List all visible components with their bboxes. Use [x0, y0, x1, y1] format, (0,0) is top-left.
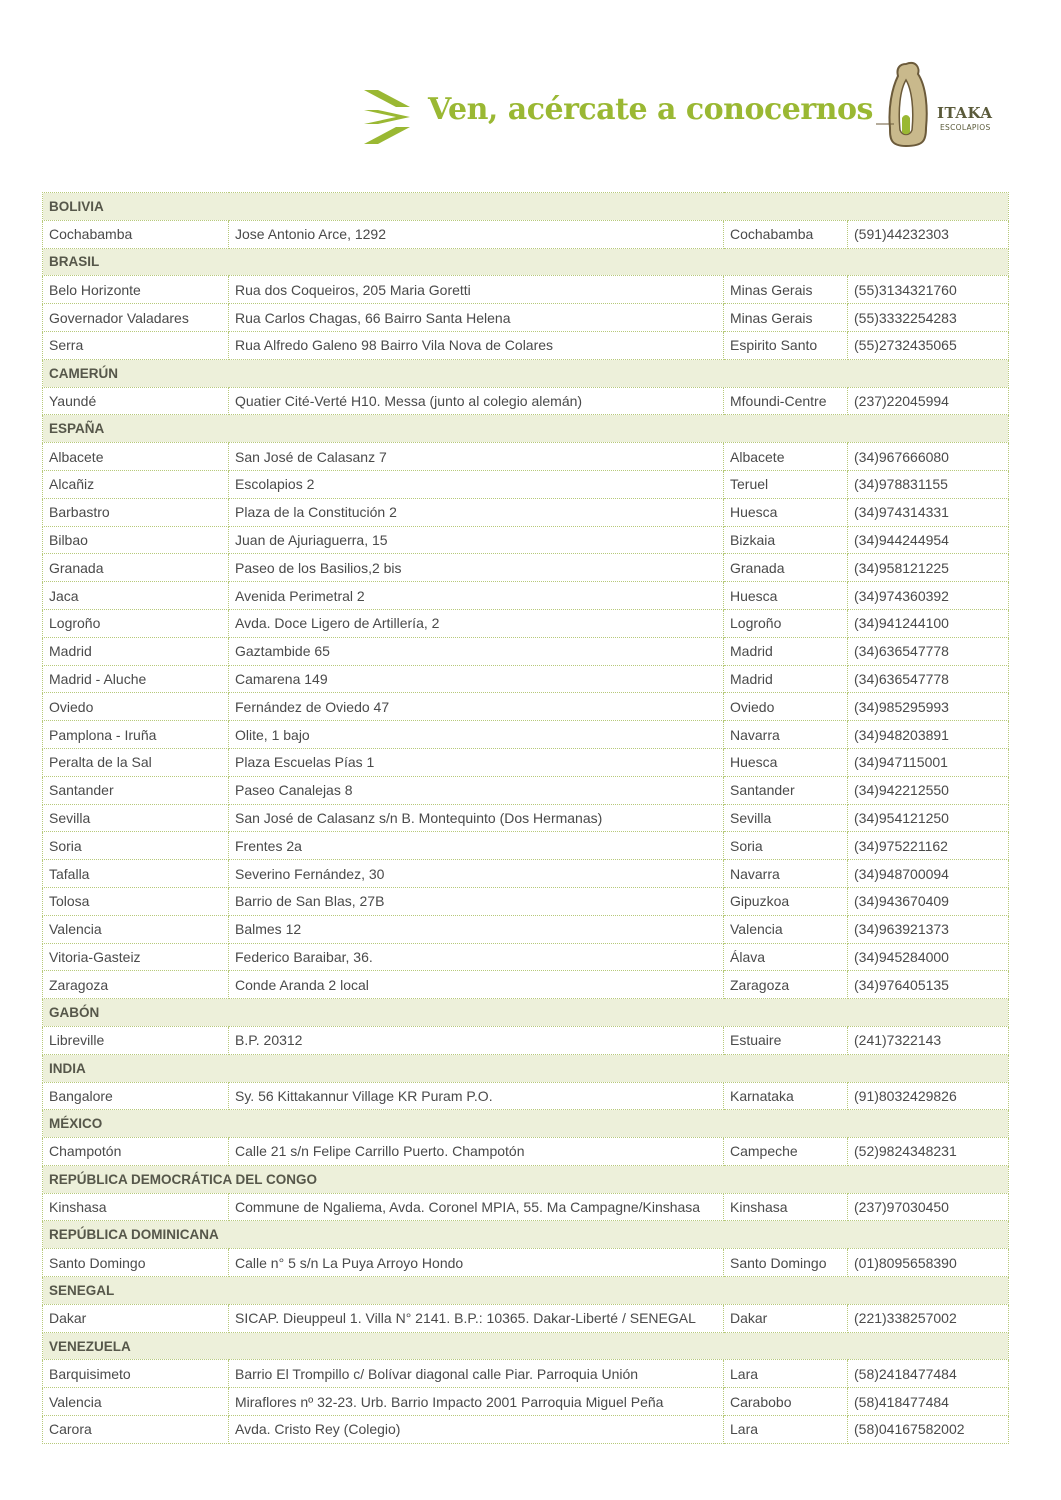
city-cell: Jaca: [43, 582, 229, 610]
region-cell: Kinshasa: [724, 1193, 848, 1221]
country-header-row: [43, 1221, 1009, 1249]
phone-cell: (237)97030450: [848, 1193, 1009, 1221]
phone-cell: (52)9824348231: [848, 1138, 1009, 1166]
region-cell: Santander: [724, 776, 848, 804]
phone-cell: (34)636547778: [848, 665, 1009, 693]
country-header-row: [43, 248, 1009, 276]
address-cell: Calle 21 s/n Felipe Carrillo Puerto. Champotón: [229, 1138, 724, 1166]
region-cell: Bizkaia: [724, 526, 848, 554]
table-row: [43, 443, 1009, 471]
address-cell: San José de Calasanz 7: [229, 443, 724, 471]
contact-table: [42, 192, 1009, 1444]
phone-cell: (34)948700094: [848, 860, 1009, 888]
city-cell: Sevilla: [43, 804, 229, 832]
region-cell: Dakar: [724, 1304, 848, 1332]
city-cell: Santo Domingo: [43, 1249, 229, 1277]
phone-cell: (34)974314331: [848, 498, 1009, 526]
table-row: [43, 1304, 1009, 1332]
city-cell: Valencia: [43, 915, 229, 943]
region-cell: Espirito Santo: [724, 331, 848, 359]
address-cell: SICAP. Dieuppeul 1. Villa N° 2141. B.P.: 10365. Dakar-Liberté / SENEGAL: [229, 1304, 724, 1332]
table-row: [43, 860, 1009, 888]
region-cell: Teruel: [724, 470, 848, 498]
address-cell: Jose Antonio Arce, 1292: [229, 220, 724, 248]
city-cell: Alcañiz: [43, 470, 229, 498]
table-row: [43, 1388, 1009, 1416]
address-cell: Avda. Cristo Rey (Colegio): [229, 1416, 724, 1444]
table-row: [43, 304, 1009, 332]
table-row: [43, 387, 1009, 415]
city-cell: Logroño: [43, 609, 229, 637]
region-cell: Lara: [724, 1360, 848, 1388]
address-cell: Rua dos Coqueiros, 205 Maria Goretti: [229, 276, 724, 304]
region-cell: Lara: [724, 1416, 848, 1444]
region-cell: Soria: [724, 832, 848, 860]
table-row: [43, 276, 1009, 304]
phone-cell: (34)978831155: [848, 470, 1009, 498]
table-row: [43, 526, 1009, 554]
address-cell: Quatier Cité-Verté H10. Messa (junto al colegio alemán): [229, 387, 724, 415]
address-cell: Rua Carlos Chagas, 66 Bairro Santa Helena: [229, 304, 724, 332]
city-cell: Dakar: [43, 1304, 229, 1332]
region-cell: Campeche: [724, 1138, 848, 1166]
phone-cell: (237)22045994: [848, 387, 1009, 415]
table-row: [43, 943, 1009, 971]
table-row: [43, 1138, 1009, 1166]
country-header-row: [43, 1332, 1009, 1360]
country-header-row: [43, 999, 1009, 1027]
table-row: [43, 1026, 1009, 1054]
city-cell: Valencia: [43, 1388, 229, 1416]
phone-cell: (34)636547778: [848, 637, 1009, 665]
city-cell: Governador Valadares: [43, 304, 229, 332]
phone-cell: (34)942212550: [848, 776, 1009, 804]
table-row: [43, 1193, 1009, 1221]
address-cell: Olite, 1 bajo: [229, 721, 724, 749]
logo-subtitle: ESCOLAPIOS: [940, 123, 991, 132]
city-cell: Yaundé: [43, 387, 229, 415]
table-row: [43, 1249, 1009, 1277]
logo-wordmark: ITAKA: [937, 104, 993, 122]
address-cell: Barrio de San Blas, 27B: [229, 887, 724, 915]
address-cell: Calle n° 5 s/n La Puya Arroyo Hondo: [229, 1249, 724, 1277]
region-cell: Mfoundi-Centre: [724, 387, 848, 415]
table-row: [43, 331, 1009, 359]
address-cell: Barrio El Trompillo c/ Bolívar diagonal calle Piar. Parroquia Unión: [229, 1360, 724, 1388]
table-row: [43, 665, 1009, 693]
phone-cell: (58)2418477484: [848, 1360, 1009, 1388]
city-cell: Bilbao: [43, 526, 229, 554]
chevron-arrows-icon: [364, 90, 414, 144]
table-row: [43, 971, 1009, 999]
city-cell: Soria: [43, 832, 229, 860]
region-cell: Granada: [724, 554, 848, 582]
address-cell: San José de Calasanz s/n B. Montequinto (Dos Hermanas): [229, 804, 724, 832]
country-header-row: [43, 1110, 1009, 1138]
city-cell: Albacete: [43, 443, 229, 471]
phone-cell: (34)943670409: [848, 887, 1009, 915]
address-cell: B.P. 20312: [229, 1026, 724, 1054]
region-cell: Navarra: [724, 860, 848, 888]
country-name: REPÚBLICA DEMOCRÁTICA DEL CONGO: [43, 1165, 1009, 1193]
country-name: BOLIVIA: [43, 193, 1009, 221]
table-row: [43, 1416, 1009, 1444]
phone-cell: (34)963921373: [848, 915, 1009, 943]
address-cell: Paseo Canalejas 8: [229, 776, 724, 804]
phone-cell: (34)958121225: [848, 554, 1009, 582]
phone-cell: (55)2732435065: [848, 331, 1009, 359]
table-row: [43, 693, 1009, 721]
city-cell: Bangalore: [43, 1082, 229, 1110]
region-cell: Minas Gerais: [724, 304, 848, 332]
city-cell: Peralta de la Sal: [43, 748, 229, 776]
country-name: GABÓN: [43, 999, 1009, 1027]
phone-cell: (58)04167582002: [848, 1416, 1009, 1444]
address-cell: Commune de Ngaliema, Avda. Coronel MPIA, 55. Ma Campagne/Kinshasa: [229, 1193, 724, 1221]
address-cell: Escolapios 2: [229, 470, 724, 498]
address-cell: Severino Fernández, 30: [229, 860, 724, 888]
phone-cell: (34)985295993: [848, 693, 1009, 721]
country-name: SENEGAL: [43, 1277, 1009, 1305]
country-header-row: [43, 1054, 1009, 1082]
region-cell: Estuaire: [724, 1026, 848, 1054]
region-cell: Minas Gerais: [724, 276, 848, 304]
country-header-row: [43, 415, 1009, 443]
address-cell: Federico Baraibar, 36.: [229, 943, 724, 971]
country-header-row: [43, 359, 1009, 387]
phone-cell: (34)975221162: [848, 832, 1009, 860]
city-cell: Tafalla: [43, 860, 229, 888]
contact-table-container: [42, 192, 1008, 1444]
address-cell: Frentes 2a: [229, 832, 724, 860]
city-cell: Vitoria-Gasteiz: [43, 943, 229, 971]
region-cell: Oviedo: [724, 693, 848, 721]
city-cell: Santander: [43, 776, 229, 804]
city-cell: Madrid - Aluche: [43, 665, 229, 693]
table-row: [43, 832, 1009, 860]
country-name: BRASIL: [43, 248, 1009, 276]
region-cell: Navarra: [724, 721, 848, 749]
city-cell: Cochabamba: [43, 220, 229, 248]
phone-cell: (01)8095658390: [848, 1249, 1009, 1277]
table-row: [43, 1360, 1009, 1388]
region-cell: Huesca: [724, 498, 848, 526]
region-cell: Logroño: [724, 609, 848, 637]
phone-cell: (34)974360392: [848, 582, 1009, 610]
city-cell: Libreville: [43, 1026, 229, 1054]
city-cell: Serra: [43, 331, 229, 359]
city-cell: Belo Horizonte: [43, 276, 229, 304]
address-cell: Fernández de Oviedo 47: [229, 693, 724, 721]
region-cell: Carabobo: [724, 1388, 848, 1416]
phone-cell: (591)44232303: [848, 220, 1009, 248]
city-cell: Barquisimeto: [43, 1360, 229, 1388]
country-name: MÉXICO: [43, 1110, 1009, 1138]
region-cell: Cochabamba: [724, 220, 848, 248]
phone-cell: (55)3332254283: [848, 304, 1009, 332]
city-cell: Tolosa: [43, 887, 229, 915]
city-cell: Pamplona - Iruña: [43, 721, 229, 749]
region-cell: Albacete: [724, 443, 848, 471]
table-row: [43, 776, 1009, 804]
country-name: CAMERÚN: [43, 359, 1009, 387]
phone-cell: (241)7322143: [848, 1026, 1009, 1054]
country-name: INDIA: [43, 1054, 1009, 1082]
table-row: [43, 887, 1009, 915]
table-row: [43, 748, 1009, 776]
region-cell: Sevilla: [724, 804, 848, 832]
address-cell: Juan de Ajuriaguerra, 15: [229, 526, 724, 554]
country-name: REPÚBLICA DOMINICANA: [43, 1221, 1009, 1249]
city-cell: Madrid: [43, 637, 229, 665]
address-cell: Rua Alfredo Galeno 98 Bairro Vila Nova de Colares: [229, 331, 724, 359]
city-cell: Kinshasa: [43, 1193, 229, 1221]
table-row: [43, 721, 1009, 749]
region-cell: Karnataka: [724, 1082, 848, 1110]
table-row: [43, 637, 1009, 665]
address-cell: Plaza de la Constitución 2: [229, 498, 724, 526]
page-title: Ven, acércate a conocernos: [428, 92, 873, 127]
phone-cell: (34)945284000: [848, 943, 1009, 971]
table-row: [43, 804, 1009, 832]
phone-cell: (34)948203891: [848, 721, 1009, 749]
phone-cell: (34)947115001: [848, 748, 1009, 776]
region-cell: Valencia: [724, 915, 848, 943]
phone-cell: (34)941244100: [848, 609, 1009, 637]
address-cell: Conde Aranda 2 local: [229, 971, 724, 999]
address-cell: Avenida Perimetral 2: [229, 582, 724, 610]
region-cell: Huesca: [724, 748, 848, 776]
table-row: [43, 582, 1009, 610]
city-cell: Granada: [43, 554, 229, 582]
phone-cell: (34)944244954: [848, 526, 1009, 554]
region-cell: Madrid: [724, 665, 848, 693]
phone-cell: (34)976405135: [848, 971, 1009, 999]
phone-cell: (34)954121250: [848, 804, 1009, 832]
address-cell: Plaza Escuelas Pías 1: [229, 748, 724, 776]
country-header-row: [43, 1277, 1009, 1305]
city-cell: Carora: [43, 1416, 229, 1444]
phone-cell: (55)3134321760: [848, 276, 1009, 304]
address-cell: Sy. 56 Kittakannur Village KR Puram P.O.: [229, 1082, 724, 1110]
country-name: ESPAÑA: [43, 415, 1009, 443]
address-cell: Paseo de los Basilios,2 bis: [229, 554, 724, 582]
country-name: VENEZUELA: [43, 1332, 1009, 1360]
phone-cell: (91)8032429826: [848, 1082, 1009, 1110]
phone-cell: (221)338257002: [848, 1304, 1009, 1332]
table-row: [43, 470, 1009, 498]
region-cell: Zaragoza: [724, 971, 848, 999]
address-cell: Miraflores nº 32-23. Urb. Barrio Impacto 2001 Parroquia Miguel Peña: [229, 1388, 724, 1416]
region-cell: Santo Domingo: [724, 1249, 848, 1277]
city-cell: Champotón: [43, 1138, 229, 1166]
address-cell: Avda. Doce Ligero de Artillería, 2: [229, 609, 724, 637]
table-row: [43, 1082, 1009, 1110]
address-cell: Gaztambide 65: [229, 637, 724, 665]
city-cell: Oviedo: [43, 693, 229, 721]
table-row: [43, 220, 1009, 248]
region-cell: Álava: [724, 943, 848, 971]
country-header-row: [43, 193, 1009, 221]
table-row: [43, 609, 1009, 637]
table-row: [43, 498, 1009, 526]
address-cell: Camarena 149: [229, 665, 724, 693]
table-row: [43, 915, 1009, 943]
city-cell: Zaragoza: [43, 971, 229, 999]
page-header: [0, 0, 1061, 170]
region-cell: Gipuzkoa: [724, 887, 848, 915]
phone-cell: (34)967666080: [848, 443, 1009, 471]
address-cell: Balmes 12: [229, 915, 724, 943]
phone-cell: (58)418477484: [848, 1388, 1009, 1416]
table-row: [43, 554, 1009, 582]
region-cell: Huesca: [724, 582, 848, 610]
country-header-row: [43, 1165, 1009, 1193]
city-cell: Barbastro: [43, 498, 229, 526]
region-cell: Madrid: [724, 637, 848, 665]
